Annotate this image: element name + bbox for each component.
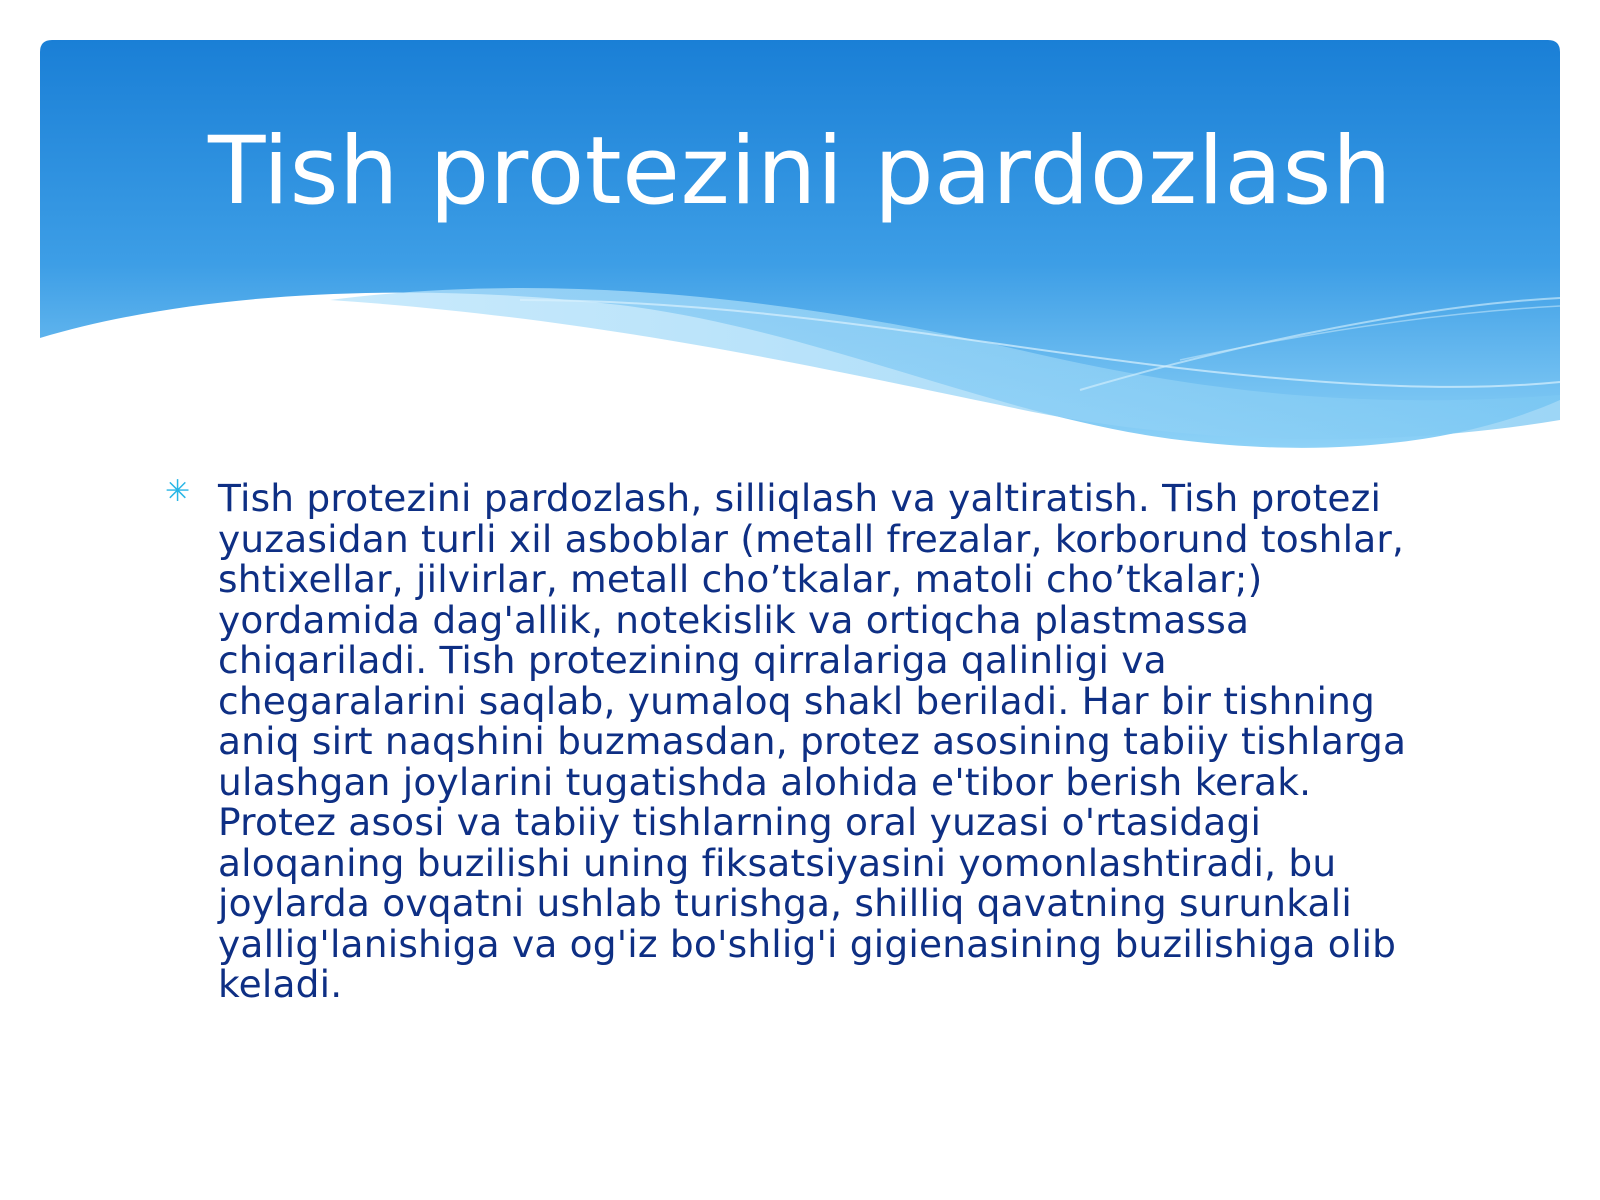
bullet-list-item (165, 474, 1425, 1006)
asterisk-bullet-icon: ✳ (165, 474, 191, 509)
header-panel (40, 40, 1560, 448)
slide-title: Tish protezini pardozlash (207, 117, 1393, 226)
bullet-text: Tish protezini pardozlash, silliqlash va yaltiratish. Tish protezi yuzasidan turli xil asboblar (metall frezalar, korborund toshlar, shtixellar, jilvirlar, metall cho’tkalar, matoli cho’tkalar;) yordamida dag'allik, notekislik va ortiqcha plastmassa chiqariladi. Tish protezining qirralariga qalinligi va chegaralarini saqlab, yumaloq shakl beriladi. Har bir tishning aniq sirt naqshini buzmasdan, protez asosining tabiiy tishlarga ulashgan joylarini tugatishda alohida e'tibor berish kerak. Protez asosi va tabiiy tishlarning oral yuzasi o'rtasidagi aloqaning buzilishi uning fiksatsiyasini yomonlashtiradi, bu joylarda ovqatni ushlab turishga, shilliq qavatning surunkali yallig'lanishiga va og'iz bo'shlig'i gigienasining buzilishiga olib keladi. (218, 476, 1407, 1006)
